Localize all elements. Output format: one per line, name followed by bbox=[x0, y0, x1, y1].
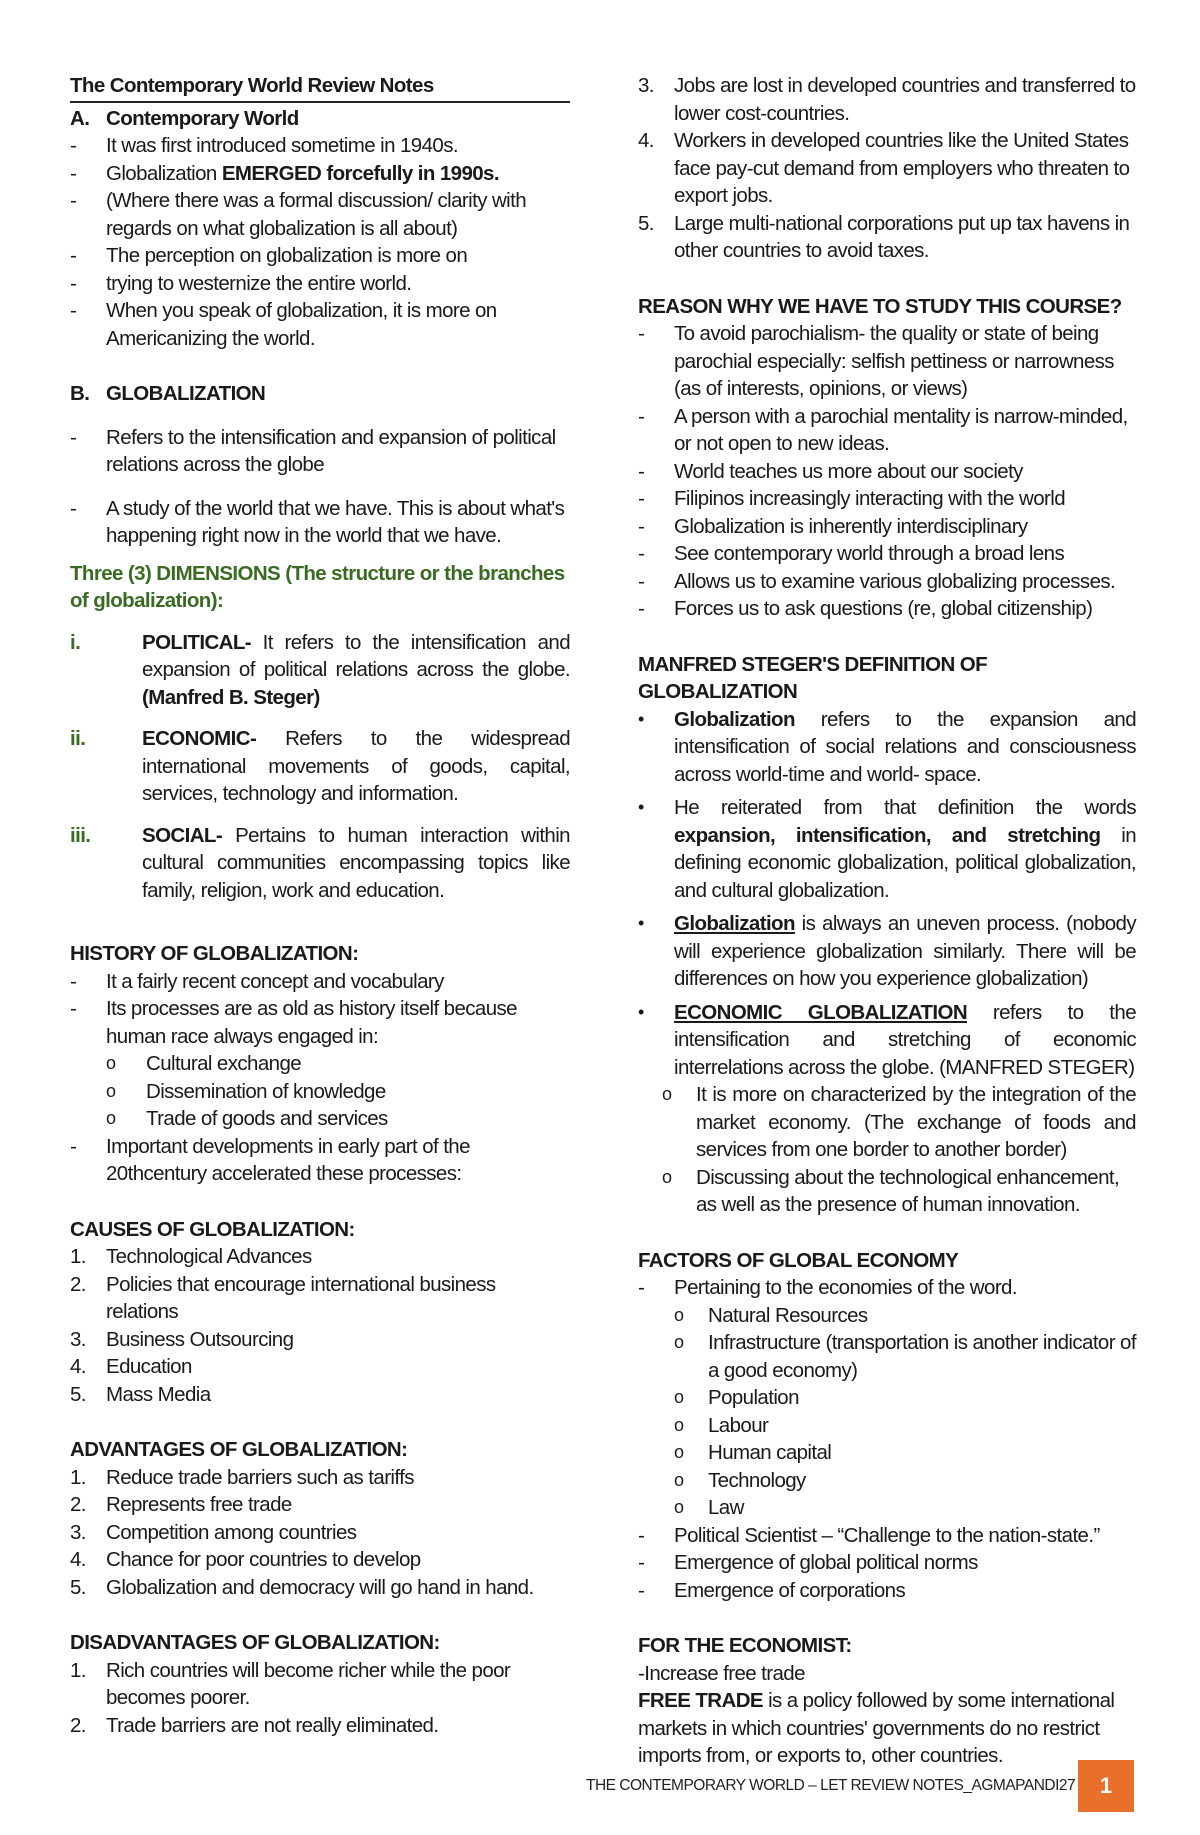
dash-marker: - bbox=[638, 404, 645, 428]
dash-marker: - bbox=[638, 487, 645, 510]
sub-list-item: o Dissemination of knowledge bbox=[70, 1078, 570, 1106]
dash-marker: - bbox=[70, 189, 77, 212]
sub-list-item: o Law bbox=[638, 1494, 1136, 1522]
bullet-item: • Globalization refers to the expansion and intensification of social relations and consciousness across world-time and world- space. bbox=[638, 706, 1136, 789]
list-item: 2. Policies that encourage international business relations bbox=[70, 1272, 496, 1323]
list-item: 1. Rich countries will become richer while the poor becomes poorer. bbox=[70, 1658, 511, 1709]
dash-marker: - bbox=[70, 969, 77, 993]
causes-heading: CAUSES OF GLOBALIZATION: bbox=[70, 1217, 355, 1241]
sub-list-item: o Trade of goods and services bbox=[70, 1105, 570, 1133]
sub-list-item: o Cultural exchange bbox=[70, 1050, 570, 1078]
document-title: The Contemporary World Review Notes bbox=[70, 72, 570, 103]
circle-bullet-icon: o bbox=[674, 1442, 684, 1462]
disadvantages-heading: DISADVANTAGES OF GLOBALIZATION: bbox=[70, 1631, 440, 1654]
list-item: - Important developments in early part of the 20thcentury accelerated these processes: bbox=[70, 1133, 570, 1188]
dash-marker: - bbox=[638, 1578, 645, 1602]
list-item: - Allows us to examine various globalizing processes. bbox=[638, 568, 1136, 596]
section-b-title: GLOBALIZATION bbox=[106, 382, 266, 405]
list-item: - The perception on globalization is more on bbox=[70, 242, 570, 270]
list-item: - (Where there was a formal discussion/ clarity with regards on what globalization is all about) bbox=[70, 187, 570, 242]
list-item: - It was first introduced sometime in 1940s. bbox=[70, 132, 570, 160]
list-item: - trying to westernize the entire world. bbox=[70, 270, 570, 298]
list-item: 2. Trade barriers are not really eliminated. bbox=[70, 1713, 439, 1737]
circle-bullet-icon: o bbox=[674, 1469, 684, 1490]
reason-heading: REASON WHY WE HAVE TO STUDY THIS COURSE? bbox=[638, 294, 1122, 318]
economist-line: -Increase free trade bbox=[638, 1661, 805, 1685]
dash-marker: - bbox=[70, 997, 77, 1020]
list-item: 1. Technological Advances bbox=[70, 1245, 312, 1268]
circle-bullet-icon: o bbox=[674, 1387, 684, 1407]
dimension-economic: ii. ECONOMIC- Refers to the widespread international movements of goods, capital, services, technology and information. bbox=[70, 727, 570, 805]
circle-bullet-icon: o bbox=[106, 1053, 116, 1073]
dash-marker: - bbox=[638, 1523, 645, 1547]
bullet-icon: • bbox=[638, 797, 644, 817]
list-item: - Globalization EMERGED forcefully in 1990s. bbox=[70, 160, 570, 188]
list-item: - It a fairly recent concept and vocabulary bbox=[70, 968, 570, 996]
list-item: 4. Chance for poor countries to develop bbox=[70, 1548, 421, 1571]
circle-bullet-icon: o bbox=[674, 1332, 684, 1352]
dash-marker: - bbox=[638, 514, 645, 538]
sub-list-item: o Human capital bbox=[638, 1439, 1136, 1467]
bullet-item: • He reiterated from that definition the words expansion, intensification, and stretching in defining economic globalization, political globalization, and cultural globalization. bbox=[638, 794, 1136, 904]
advantages-heading: ADVANTAGES OF GLOBALIZATION: bbox=[70, 1438, 408, 1461]
sub-list-item: o It is more on characterized by the integration of the market economy. (The exchange of foods and services from one border to another border) bbox=[638, 1081, 1136, 1164]
economist-heading: FOR THE ECONOMIST: bbox=[638, 1634, 852, 1657]
dash-marker: - bbox=[638, 569, 645, 593]
list-item: 5. Large multi-national corporations put up tax havens in other countries to avoid taxes. bbox=[638, 211, 1130, 262]
dash-marker: - bbox=[70, 425, 77, 449]
sub-list-item: o Technology bbox=[638, 1467, 1136, 1495]
circle-bullet-icon: o bbox=[674, 1497, 684, 1517]
list-item: - A person with a parochial mentality is narrow-minded, or not open to new ideas. bbox=[638, 403, 1136, 458]
dash-marker: - bbox=[70, 496, 77, 520]
circle-bullet-icon: o bbox=[662, 1084, 672, 1104]
list-item: 1. Reduce trade barriers such as tariffs bbox=[70, 1465, 414, 1489]
section-b-marker: B. bbox=[70, 382, 90, 405]
list-item: - Globalization is inherently interdisciplinary bbox=[638, 513, 1136, 541]
dash-marker: - bbox=[638, 1276, 645, 1299]
section-a-title: Contemporary World bbox=[106, 106, 299, 130]
sub-list-item: o Discussing about the technological enhancement, as well as the presence of human innovation. bbox=[638, 1164, 1136, 1219]
list-item: 3. Jobs are lost in developed countries and transferred to lower cost-countries. bbox=[638, 74, 1136, 125]
circle-bullet-icon: o bbox=[674, 1414, 684, 1435]
dash-marker: - bbox=[70, 1134, 77, 1158]
dash-marker: - bbox=[70, 299, 77, 322]
dash-marker: - bbox=[70, 134, 77, 157]
history-heading: HISTORY OF GLOBALIZATION: bbox=[70, 942, 359, 965]
bullet-icon: • bbox=[638, 708, 644, 729]
dimension-political: i. POLITICAL- It refers to the intensification and expansion of political relations across the globe. (Manfred B. Steger) bbox=[70, 630, 570, 709]
dash-marker: - bbox=[638, 322, 645, 345]
bullet-item: • ECONOMIC GLOBALIZATION refers to the intensification and stretching of economic interrelations across the globe. (MANFRED STEGER) bbox=[638, 999, 1136, 1082]
dash-marker: - bbox=[638, 542, 645, 565]
section-b-heading bbox=[70, 380, 570, 408]
list-item: 4. Education bbox=[70, 1355, 192, 1378]
list-item: - Political Scientist – “Challenge to the nation-state.” bbox=[638, 1522, 1136, 1550]
list-item: - Pertaining to the economies of the word. bbox=[638, 1274, 1136, 1302]
circle-bullet-icon: o bbox=[106, 1080, 116, 1101]
dash-marker: - bbox=[70, 161, 77, 185]
sub-list-item: o Population bbox=[638, 1384, 1136, 1412]
sub-list-item: o Infrastructure (transportation is another indicator of a good economy) bbox=[638, 1329, 1136, 1384]
factors-heading: FACTORS OF GLOBAL ECONOMY bbox=[638, 1248, 959, 1272]
list-item: - Its processes are as old as history itself because human race always engaged in: bbox=[70, 995, 570, 1050]
list-item: - Refers to the intensification and expansion of political relations across the globe bbox=[70, 424, 570, 479]
dash-marker: - bbox=[70, 244, 77, 267]
section-a-marker: A. bbox=[70, 106, 90, 130]
section-a-heading bbox=[70, 105, 570, 133]
list-item: - World teaches us more about our society bbox=[638, 458, 1136, 486]
list-item: - See contemporary world through a broad lens bbox=[638, 540, 1136, 568]
list-item: 3. Competition among countries bbox=[70, 1520, 357, 1544]
list-item: - Emergence of corporations bbox=[638, 1577, 1136, 1605]
steger-heading: MANFRED STEGER'S DEFINITION OF GLOBALIZATION bbox=[638, 652, 988, 703]
dimensions-heading: Three (3) DIMENSIONS (The structure or the branches of globalization): bbox=[70, 561, 565, 612]
list-item: - A study of the world that we have. This is about what's happening right now in the world that we have. bbox=[70, 495, 570, 550]
list-item: - Forces us to ask questions (re, global citizenship) bbox=[638, 595, 1136, 623]
free-trade-paragraph: FREE TRADE is a policy followed by some international markets in which countries' governments do no restrict imports from, or exports to, other countries. bbox=[638, 1689, 1115, 1767]
list-item: - To avoid parochialism- the quality or state of being parochial especially: selfish pettiness or narrowness (as of interests, opinions, or views) bbox=[638, 320, 1136, 403]
list-item: 5. Mass Media bbox=[70, 1382, 211, 1406]
sub-list-item: o Labour bbox=[638, 1412, 1136, 1440]
list-item: - When you speak of globalization, it is more on Americanizing the world. bbox=[70, 297, 570, 352]
bullet-icon: • bbox=[638, 913, 644, 933]
dash-marker: - bbox=[638, 1551, 645, 1574]
sub-list-item: o Natural Resources bbox=[638, 1302, 1136, 1330]
list-item: - Filipinos increasingly interacting with the world bbox=[638, 485, 1136, 513]
list-item: 2. Represents free trade bbox=[70, 1493, 292, 1516]
page-number-badge: 1 bbox=[1078, 1760, 1134, 1812]
footer-text: THE CONTEMPORARY WORLD – LET REVIEW NOTES_AGMAPANDI27 bbox=[586, 1777, 1076, 1794]
dash-marker: - bbox=[638, 597, 645, 620]
right-column bbox=[638, 72, 1136, 1770]
dimension-social: iii. SOCIAL- Pertains to human interaction within cultural communities encompassing topics like family, religion, work and education. bbox=[70, 823, 570, 902]
list-item: 5. Globalization and democracy will go hand in hand. bbox=[70, 1575, 534, 1599]
bullet-icon: • bbox=[638, 1001, 644, 1022]
bullet-item: • Globalization is always an uneven process. (nobody will experience globalization similarly. There will be differences on how you experience globalization) bbox=[638, 910, 1136, 993]
list-item: - Emergence of global political norms bbox=[638, 1549, 1136, 1577]
list-item: 3. Business Outsourcing bbox=[70, 1327, 294, 1351]
circle-bullet-icon: o bbox=[674, 1304, 684, 1325]
list-item: 4. Workers in developed countries like the United States face pay-cut demand from employers who threaten to export jobs. bbox=[638, 129, 1130, 207]
left-column bbox=[70, 72, 570, 1739]
dash-marker: - bbox=[638, 459, 645, 483]
dash-marker: - bbox=[70, 271, 77, 295]
circle-bullet-icon: o bbox=[662, 1166, 672, 1187]
circle-bullet-icon: o bbox=[106, 1108, 116, 1128]
